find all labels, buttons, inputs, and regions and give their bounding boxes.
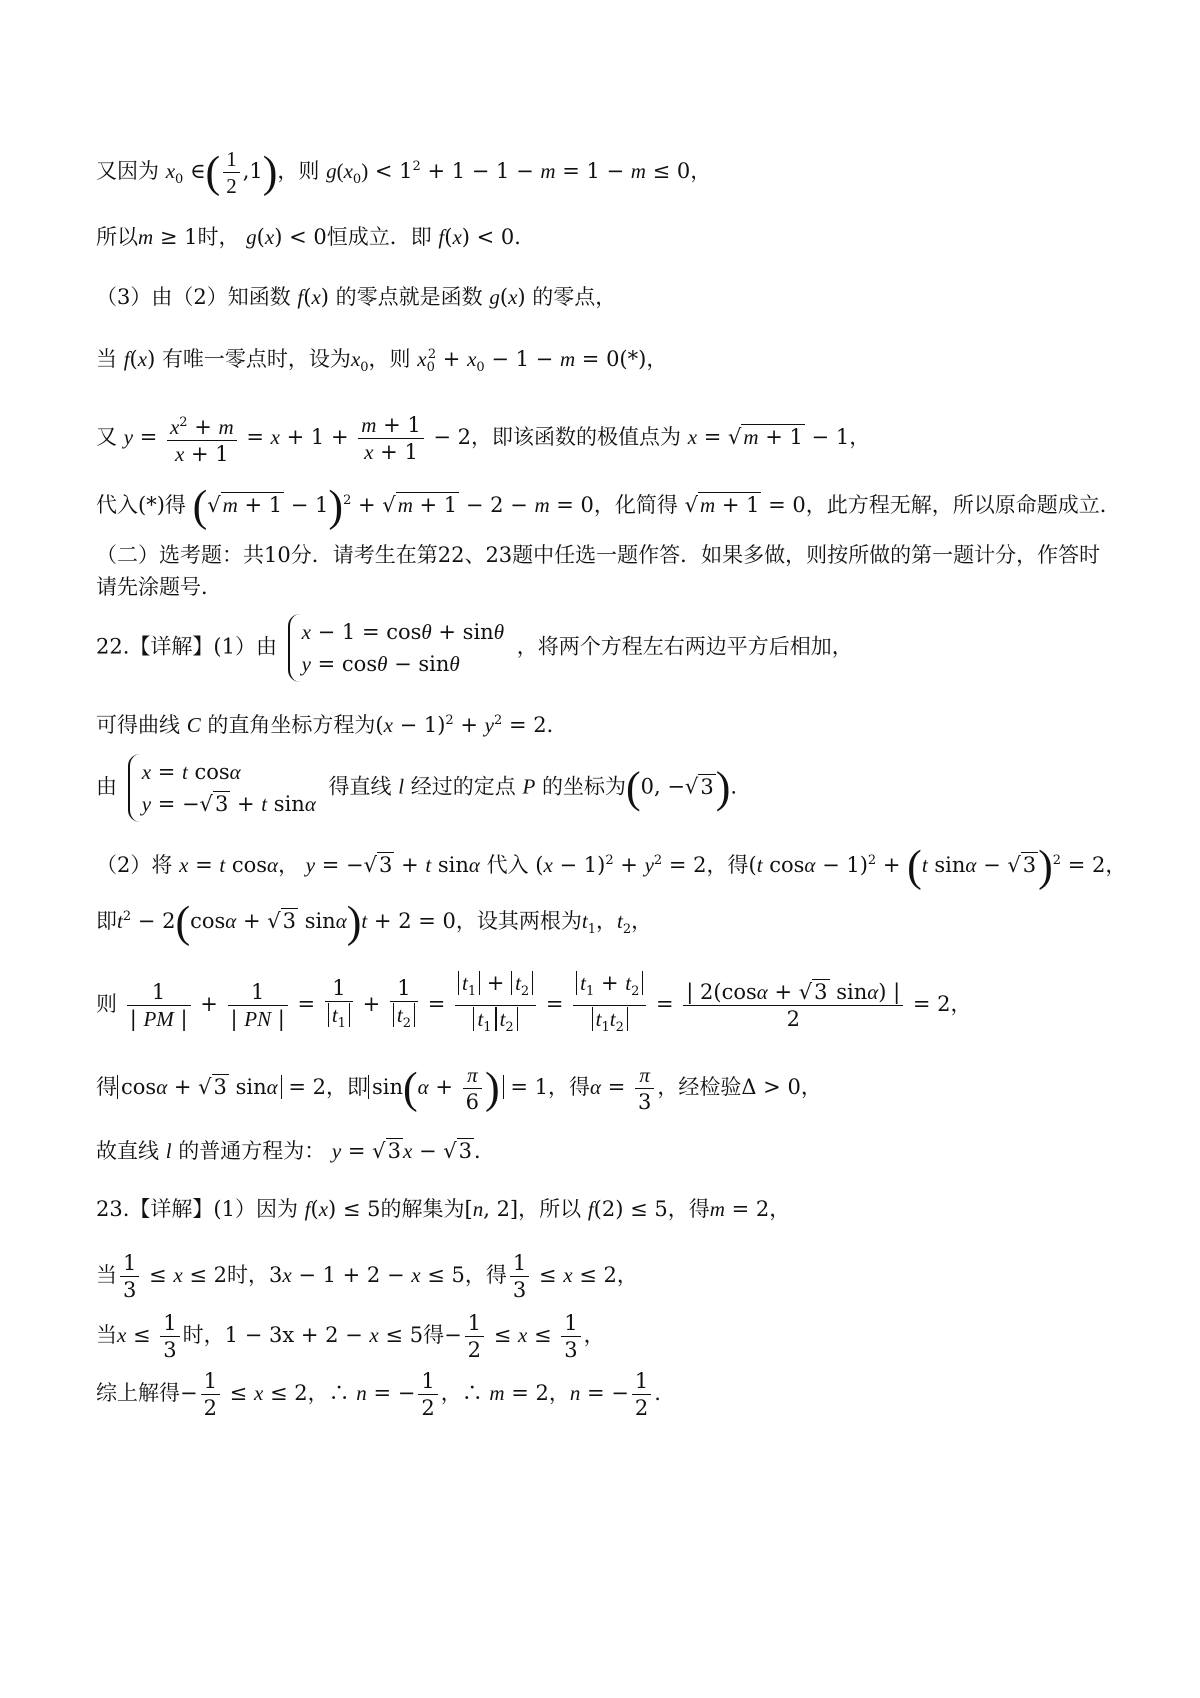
text: ， <box>950 992 972 1017</box>
text: 故直线 <box>96 1139 159 1163</box>
text: 时， <box>197 225 240 249</box>
text: ． <box>514 225 536 249</box>
text: ， <box>1105 853 1127 877</box>
text: 又因为 <box>96 159 159 183</box>
text: ． <box>473 1139 495 1163</box>
text: （2）将 <box>96 853 173 877</box>
text: 当 <box>96 347 117 371</box>
text: ， <box>278 853 300 877</box>
text: 的零点就是函数 <box>335 285 483 309</box>
text: 经过的定点 <box>410 774 516 799</box>
text: 恒成立．即 <box>326 225 432 249</box>
text: ，则 <box>277 159 320 183</box>
text: ， <box>583 1323 605 1347</box>
text: ， <box>849 425 871 449</box>
text: ， <box>440 1381 462 1405</box>
text: ，得 <box>464 1263 507 1287</box>
text: 得 <box>423 1323 445 1347</box>
solution-line: 又 y = $\frac{x^2 + m}{x + 1}$ = x + 1 + $\frac{m + 1}{x + 1}$ − 2，即该函数的极值点为 x = √m + 1 − 1， <box>96 410 1140 467</box>
text: ． <box>546 713 568 737</box>
text: 当 <box>96 1323 117 1347</box>
text: 时， <box>226 1263 269 1287</box>
text: ，所以 <box>518 1197 582 1221</box>
solution-line: 故直线 l 的普通方程为： y = √3x − √3． <box>96 1139 495 1163</box>
text: 代入 <box>486 853 529 877</box>
text: ，即该函数的极值点为 <box>471 425 682 449</box>
text: 即 <box>96 909 117 933</box>
solution-line: 请先涂题号． <box>96 575 222 599</box>
text: ，此方程无解，所以原命题成立． <box>805 493 1121 517</box>
text: 则 <box>96 992 117 1017</box>
text: ，则 <box>368 347 411 371</box>
text: 的零点， <box>532 285 617 309</box>
text: . <box>730 774 738 799</box>
text: 所以 <box>96 225 138 249</box>
text: 的普通方程为： <box>178 1139 326 1163</box>
solution-line: （3）由（2）知函数 f(x) 的零点就是函数 g(x) 的零点， <box>96 285 617 309</box>
text: ，化简得 <box>593 493 678 517</box>
solution-line: 当 $\frac{1}{3}$ ≤ x ≤ 2时，3x − 1 + 2 − x ≤ 5，得 $\frac{1}{3}$ ≤ x ≤ 2， <box>96 1251 638 1302</box>
text: 23.【详解】(1）因为 <box>96 1197 298 1221</box>
text: 又 <box>96 425 117 449</box>
solution-line: 22.【详解】(1）由 x − 1 = cosθ + sinθ y = cosθ − sinθ ，将两个方程左右两边平方后相加， <box>96 614 1140 682</box>
text: 有唯一零点时，设为 <box>161 347 351 371</box>
solution-line: 即$t^2 - 2(\cos\alpha + √3$ sinα)t + 2 = 0，设其两根为$t_1$，$t_2$， <box>96 897 653 947</box>
text: ，将两个方程左右两边平方后相加， <box>516 634 853 659</box>
solution-line: 综上解得− $\frac{1}{2}$ ≤ x ≤ 2，∴ n = − $\frac{1}{2}$ ，∴ m = 2，n = − $\frac{1}{2}$ . <box>96 1369 661 1420</box>
text: . <box>654 1381 661 1405</box>
text: 时， <box>182 1323 225 1347</box>
text: ，经检验 <box>657 1075 742 1099</box>
text: 可得曲线 <box>96 713 180 737</box>
text: ， <box>690 159 712 183</box>
text: 综上解得 <box>96 1381 180 1405</box>
solution-line: 23.【详解】(1）因为 f(x) ≤ 5的解集为[n, 2]，所以 f(2) ≤ 5，得m = 2， <box>96 1197 791 1221</box>
text: 当 <box>96 1263 117 1287</box>
text: （3）由（2）知函数 <box>96 285 291 309</box>
solution-line: 可得曲线 C 的直角坐标方程为$(x - 1)^2 + y^2 = 2$． <box>96 713 568 737</box>
solution-line: （二）选考题：共10分．请考生在第22、23题中任选一题作答．如果多做，则按所做的第一题计分，作答时 <box>96 543 1101 567</box>
text: 22.【详解】(1）由 <box>96 634 277 659</box>
text: ， <box>769 1197 791 1221</box>
text: 得直线 <box>328 774 392 799</box>
text: 的直角坐标方程为 <box>207 713 376 737</box>
text: ，设其两根为 <box>455 909 582 933</box>
text: 的坐标为 <box>541 774 626 799</box>
text: ，得 <box>547 1075 590 1099</box>
solution-line: （2）将 x = t cosα， y = −√3 + t sinα 代入 $(x - 1)^2 + y^2 = 2$，得(t cosα − 1)$^2$ + (t sinα − √3)$^2$ = 2， <box>96 841 1127 891</box>
solution-line: 当x ≤ $\frac{1}{3}$ 时，1 − 3x + 2 − x ≤ 5得− $\frac{1}{2}$ ≤ x ≤ $\frac{1}{3}$ ， <box>96 1311 605 1362</box>
text: ， <box>548 1381 570 1405</box>
solution-line: 又因为 $x_0$ ∈( $\frac{1}{2}$ ,1)，则 $g(x_0) < 1^2 + 1 - 1 - m = 1 - m \le 0$， <box>96 147 712 198</box>
solution-line: 则 $\frac{1}{| PM |}$ + $\frac{1}{| PN |}$ = $\frac{1}{t_1}$ + $\frac{1}{t_2}$ = $\frac{t_1 + t_2}{t_1 t_2}$ = $\frac{t_1 + t_2}{t_1t_2}$ = $\frac{| 2(\cos\alpha + √3 \sin\alpha) |}{2}$ = 2， <box>96 971 972 1036</box>
solution-line: 所以m ≥ 1时， g(x) < 0恒成立．即 f(x) < 0． <box>96 225 536 249</box>
text: ，得 <box>706 853 749 877</box>
solution-line: 代入(*)得 $(√m + 1 - 1)^2 + √m + 1 - 2 - m = 0$，化简得 √m + 1 = 0，此方程无解，所以原命题成立． <box>96 481 1121 531</box>
text: ， <box>631 909 653 933</box>
text: ， <box>616 1263 638 1287</box>
text: ，即 <box>325 1075 368 1099</box>
text: 的解集为 <box>380 1197 465 1221</box>
text: ， <box>307 1381 329 1405</box>
solution-line: 得 cosα + √3 sinα = 2，即 sin(α + $\frac{\pi}{6}$ ) = 1，得α = $\frac{\pi}{3}$ ，经检验Δ > 0， <box>96 1063 822 1114</box>
text: 由 <box>96 774 117 799</box>
solution-line: 当 f(x) 有唯一零点时，设为$x_0$，则 $x_0^2 + x_0 - 1 - m = 0(*)$， <box>96 347 668 376</box>
text: ， <box>800 1075 822 1099</box>
text: 得 <box>96 1075 117 1099</box>
text: 代入(*)得 <box>96 493 186 517</box>
text: ， <box>646 347 668 371</box>
text: ，得 <box>667 1197 710 1221</box>
solution-line: 由 x = t cosα y = −√3 + t sinα 得直线 l 经过的定点 P 的坐标为(0, −√3). <box>96 754 1140 822</box>
